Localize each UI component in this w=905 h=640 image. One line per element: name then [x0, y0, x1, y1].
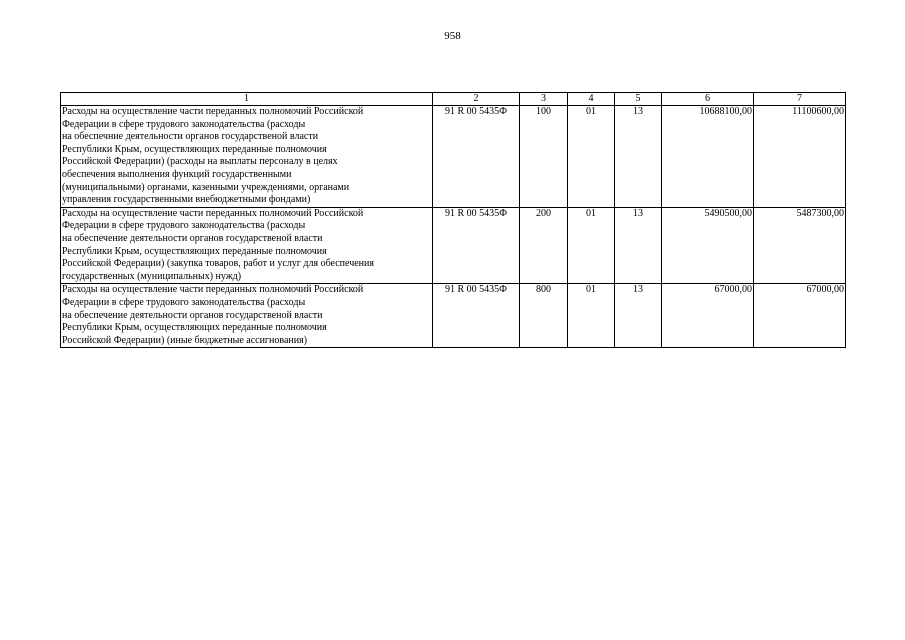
column-header-3: 3 — [520, 93, 568, 106]
column-header-4: 4 — [568, 93, 615, 106]
amount-column-6: 67000,00 — [662, 284, 754, 348]
subsection-code: 13 — [615, 207, 662, 284]
budget-code: 91 R 00 5435Ф — [433, 207, 520, 284]
amount-column-7: 11100600,00 — [754, 106, 846, 208]
expense-description: Расходы на осуществление части переданных полномочий Российской Федерации в сфере трудового законодательства (расходы на обеспечние деятельности органов государственой власти Республики Крым, осуществляющих переданные полномочия Российской Федерации) (расходы на выплаты персоналу в целях обеспечения выполнения функций государственными (муниципальными) органами, казенными учреждениями, органами управления государственными внебюджетными фондами) — [61, 106, 433, 208]
amount-column-6: 10688100,00 — [662, 106, 754, 208]
subsection-code: 13 — [615, 106, 662, 208]
section-code: 01 — [568, 106, 615, 208]
section-code: 01 — [568, 284, 615, 348]
section-code: 01 — [568, 207, 615, 284]
expense-description: Расходы на осуществление части переданных полномочий Российской Федерации в сфере трудового законодательства (расходы на обеспечение деятельности органов государственой власти Республики Крым, осуществляющих переданные полномочия Российской Федерации) (закупка товаров, работ и услуг для обеспечения государственных (муниципальных) нужд) — [61, 207, 433, 284]
expense-type-code: 200 — [520, 207, 568, 284]
expense-type-code: 100 — [520, 106, 568, 208]
budget-code: 91 R 00 5435Ф — [433, 284, 520, 348]
table-row — [61, 284, 846, 348]
budget-code: 91 R 00 5435Ф — [433, 106, 520, 208]
column-header-2: 2 — [433, 93, 520, 106]
budget-table — [60, 92, 846, 348]
header-row — [61, 93, 846, 106]
page-number: 958 — [444, 30, 461, 42]
column-header-7: 7 — [754, 93, 846, 106]
amount-column-7: 5487300,00 — [754, 207, 846, 284]
subsection-code: 13 — [615, 284, 662, 348]
amount-column-7: 67000,00 — [754, 284, 846, 348]
column-header-1: 1 — [61, 93, 433, 106]
column-header-5: 5 — [615, 93, 662, 106]
table-row — [61, 207, 846, 284]
expense-type-code: 800 — [520, 284, 568, 348]
amount-column-6: 5490500,00 — [662, 207, 754, 284]
table-row — [61, 106, 846, 208]
expense-description: Расходы на осуществление части переданных полномочий Российской Федерации в сфере трудового законодательства (расходы на обеспечение деятельности органов государственой власти Республики Крым, осуществляющих переданные полномочия Российской Федерации) (иные бюджетные ассигнования) — [61, 284, 433, 348]
column-header-6: 6 — [662, 93, 754, 106]
